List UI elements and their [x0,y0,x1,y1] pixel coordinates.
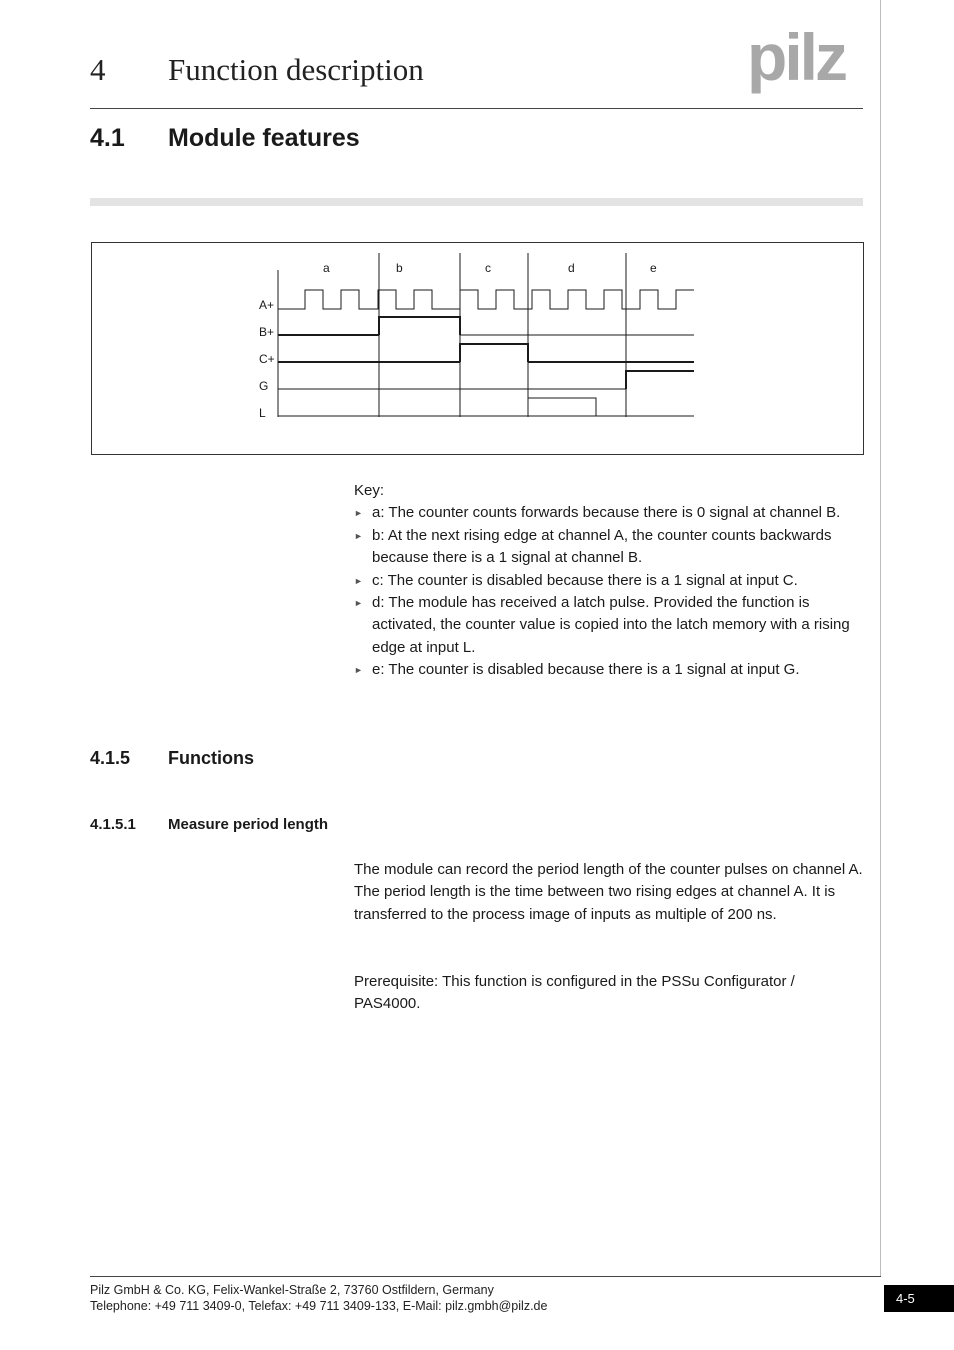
section-number: 4.1 [90,124,125,152]
chapter-title: Function description [168,52,424,87]
phase-label-c: c [485,261,491,275]
key-item-a [354,502,864,524]
bullet-arrow-icon: ► [354,508,363,519]
subsubsection-number: 4.1.5.1 [90,816,136,833]
pilz-logo [747,26,865,94]
key-item-d [354,592,864,659]
bullet-arrow-icon: ► [354,598,363,609]
phase-label-b: b [396,261,403,275]
subsection-title: Functions [168,748,254,768]
subsection-number: 4.1.5 [90,748,131,768]
bullet-arrow-icon: ► [354,530,363,541]
timing-diagram-svg [92,243,863,454]
logo-wordmark: pilz [747,26,845,94]
key-item-b [354,525,864,570]
key-list [354,502,864,681]
section-divider-bar [90,198,863,206]
section-title: Module features [168,124,360,152]
phase-label-a: a [323,261,330,275]
footer-rule [90,1276,881,1277]
signal-A-waveform [278,290,694,309]
phase-label-d: d [568,261,575,275]
signal-label-A: A+ [259,298,275,312]
bullet-arrow-icon: ► [354,665,363,676]
body-paragraph-1: The module can record the period length of the counter pulses on channel A. The period length is the time between two rising edges at channel A. It is transferred to the process image of inputs as multiple of 200 ns. [354,861,863,923]
body-paragraph-2: Prerequisite: This function is configured in the PSSu Configurator / PAS4000. [354,973,795,1013]
footer-contact: Telephone: +49 711 3409-0, Telefax: +49 711 3409-133, E-Mail: pilz.gmbh@pilz.de [90,1299,548,1313]
signal-label-L: L [259,406,266,420]
key-title: Key: [354,482,385,499]
chapter-number: 4 [90,52,106,87]
signal-B-high [379,317,460,335]
signal-label-G: G [259,379,269,393]
timing-diagram [91,242,864,455]
key-legend [354,480,864,682]
page-number-badge: 4-5 [884,1285,954,1312]
key-item-text: e: The counter is disabled because there is a 1 signal at input G. [372,661,800,679]
key-item-text: d: The module has received a latch pulse. Provided the function is activated, the counter value is copied into the latch memory with a rising edge at input L. [372,594,850,656]
key-item-text: a: The counter counts forwards because there is 0 signal at channel B. [372,504,841,522]
bullet-arrow-icon: ► [354,575,363,586]
key-item-text: c: The counter is disabled because there is a 1 signal at input C. [372,571,798,589]
phase-label-e: e [650,261,657,275]
signal-label-B: B+ [259,325,275,339]
key-item-c [354,570,864,592]
signal-C-high [460,344,528,362]
subsubsection-title: Measure period length [168,816,329,833]
header-rule [90,108,863,109]
footer-address: Pilz GmbH & Co. KG, Felix-Wankel-Straße 2, 73760 Ostfildern, Germany [90,1283,494,1297]
signal-label-C: C+ [259,352,275,366]
signal-L-pulse [528,398,596,416]
signal-G-high [626,371,694,389]
key-item-e [354,659,864,681]
key-item-text: b: At the next rising edge at channel A, the counter counts backwards because there is a 1 signal at channel B. [372,526,832,567]
right-margin-rule [880,0,881,1277]
